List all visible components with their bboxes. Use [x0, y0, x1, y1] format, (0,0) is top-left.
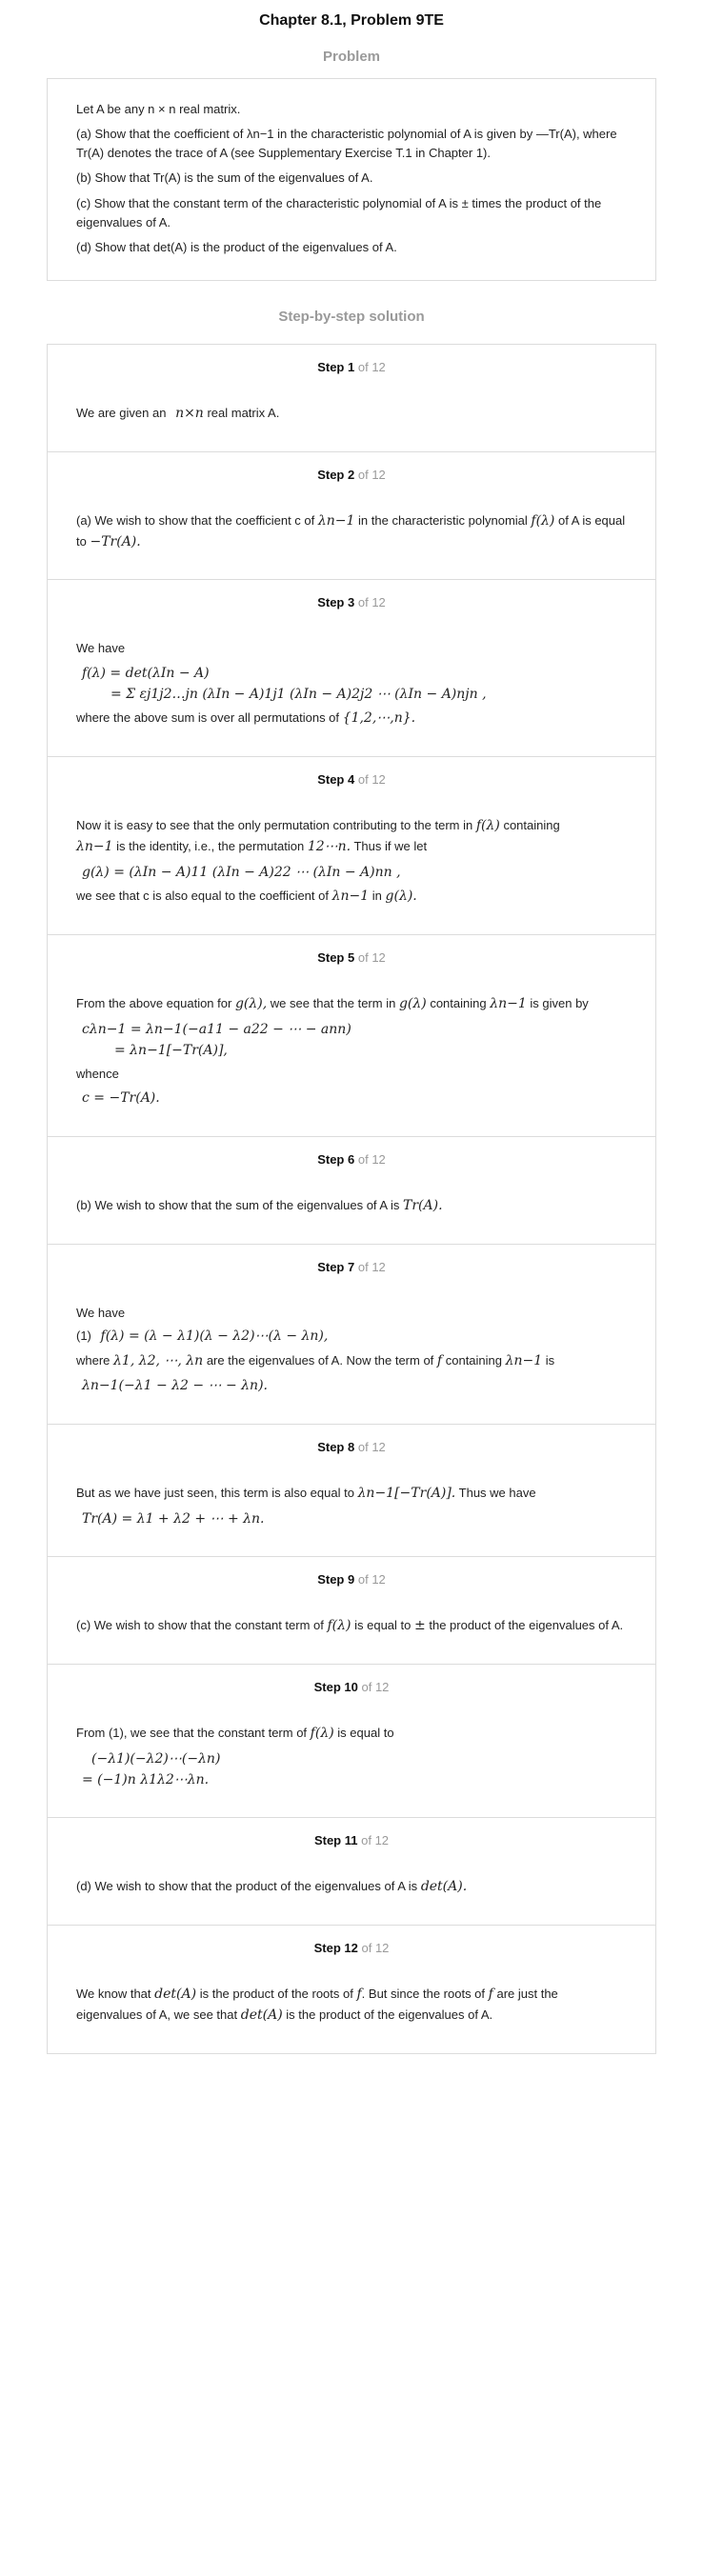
steps-list [47, 344, 656, 2054]
equation-line: = Σ εj1j2…jn (λIn − A)1j1 (λIn − A)2j2 ⋯ (λIn − A)njn , [110, 687, 487, 702]
step-body: But as we have just seen, this term is also equal to λn−1[−Tr(A)]. Thus we have Tr(A) = λ1 + λ2 + ⋯ + λn. [76, 1484, 627, 1529]
step-body: Now it is easy to see that the only permutation contributing to the term in f(λ) containing λn−1 is the identity, i.e., the permutation 12⋯n. Thus if we let g(λ) = (λIn − A)11 (λIn − A)22 ⋯ (λIn − A)nn , we see that c is also equal to the coefficient of λn−1 in g(λ). [76, 816, 627, 907]
step-body: (b) We wish to show that the sum of the eigenvalues of A is Tr(A). [76, 1197, 443, 1213]
step-5 [48, 934, 655, 1136]
step-6 [48, 1136, 655, 1244]
step-3 [48, 579, 655, 756]
step-header: Step 9 of 12 [317, 1571, 386, 1587]
equation-line: Tr(A) = λ1 + λ2 + ⋯ + λn. [82, 1510, 265, 1527]
step-count: of 12 [357, 359, 386, 374]
page-title: Chapter 8.1, Problem 9TE [259, 12, 444, 29]
step-body: (c) We wish to show that the constant term of f(λ) is equal to ± the product of the eigenvalues of A. [76, 1618, 624, 1634]
step-label: Step 1 [317, 359, 355, 374]
problem-box [47, 78, 656, 281]
problem-heading: Problem [322, 49, 380, 65]
step-body: (d) We wish to show that the product of the eigenvalues of A is det(A). [76, 1879, 468, 1895]
step-4 [48, 756, 655, 934]
problem-part-c: (c) Show that the constant term of the characteristic polynomial of A is ± times the product of the eigenvalues of A. [76, 195, 602, 230]
step-10 [48, 1664, 655, 1818]
step-9 [48, 1556, 655, 1664]
step-7 [48, 1244, 655, 1424]
equation-line: λn−1(−λ1 − λ2 − ⋯ − λn). [82, 1378, 268, 1394]
equation-block [82, 1508, 627, 1529]
equation-block [82, 862, 627, 883]
step-header: Step 7 of 12 [317, 1259, 386, 1274]
step-header: Step 12 of 12 [313, 1941, 390, 1956]
step-header: Step 8 of 12 [317, 1439, 386, 1454]
step-header: Step 3 of 12 [317, 595, 386, 610]
math-expression: {1,2,⋯,n}. [342, 710, 416, 727]
equation-line: cλn−1 = λn−1(−a11 − a22 − ⋯ − ann) [82, 1021, 352, 1037]
step-body: We know that det(A) is the product of the roots of f. But since the roots of f are just the eigenvalues of A, we see that det(A) is the product of the eigenvalues of A. [76, 1987, 558, 2023]
step-header: Step 4 of 12 [317, 772, 386, 788]
step-1 [48, 345, 655, 451]
math-expression: f(λ) [531, 512, 555, 529]
step-header [76, 358, 627, 377]
step-header: Step 11 of 12 [313, 1833, 390, 1848]
step-header: Step 6 of 12 [317, 1151, 386, 1167]
equation-block [82, 1748, 627, 1791]
problem-part-b: (b) Show that Tr(A) is the sum of the eigenvalues of A. [76, 170, 373, 186]
equation-line: = λn−1[−Tr(A)], [114, 1042, 228, 1058]
problem-part-d: (d) Show that det(A) is the product of the eigenvalues of A. [76, 239, 397, 254]
step-2 [48, 451, 655, 580]
math-expression: −Tr(A). [90, 533, 141, 549]
equation-line: g(λ) = (λIn − A)11 (λIn − A)22 ⋯ (λIn − A)nn , [82, 864, 401, 880]
solution-heading: Step-by-step solution [278, 308, 425, 325]
step-8 [48, 1424, 655, 1556]
problem-part-a: (a) Show that the coefficient of λn−1 in the characteristic polynomial of A is given by —Tr(A), where Tr(A) denotes the trace of A (see Supplementary Exercise T.1 in Chapter 1). [76, 127, 617, 161]
step-body: (a) We wish to show that the coefficient c of λn−1 in the characteristic polynomial f(λ) of A is equal to −Tr(A). [76, 512, 626, 549]
equation-block [82, 1088, 627, 1108]
equation-line: f(λ) = det(λIn − A) [82, 665, 210, 681]
equation-line: c = −Tr(A). [82, 1090, 160, 1107]
math-expression: λn−1 [317, 512, 355, 529]
step-header: Step 2 of 12 [317, 467, 386, 482]
step-body: We have f(λ) = det(λIn − A) = Σ εj1j2…jn (λIn − A)1j1 (λIn − A)2j2 ⋯ (λIn − A)njn , where the above sum is over all permutations of {1,2,⋯,n}. [76, 639, 627, 729]
step-header: Step 5 of 12 [317, 949, 386, 965]
problem-intro: Let A be any n × n real matrix. [76, 102, 241, 116]
step-body: From the above equation for g(λ), we see that the term in g(λ) containing λn−1 is given by cλn−1 = λn−1(−a11 − a22 − ⋯ − ann) = λn−1[−Tr(A)], whence c = −Tr(A). [76, 994, 627, 1109]
equation-line: = (−1)n λ1λ2⋯λn. [82, 1771, 210, 1787]
equation-line: (−λ1)(−λ2)⋯(−λn) [91, 1750, 221, 1767]
step-body: We have (1) f(λ) = (λ − λ1)(λ − λ2)⋯(λ − λn), where λ1, λ2, ⋯, λn are the eigenvalues of A. Now the term of f containing λn−1 is λn−1(−λ1 − λ2 − ⋯ − λn). [76, 1304, 627, 1397]
equation-block [82, 1019, 627, 1062]
equation-block [82, 1375, 627, 1396]
step-12 [48, 1925, 655, 2053]
equation-block [82, 663, 627, 706]
step-11 [48, 1817, 655, 1925]
math-expression: n×n [175, 406, 204, 422]
step-body: From (1), we see that the constant term of f(λ) is equal to (−λ1)(−λ2)⋯(−λn) = (−1)n λ1λ2⋯λn. [76, 1724, 627, 1790]
step-header: Step 10 of 12 [313, 1679, 390, 1694]
step-body: We are given an n×n real matrix A. [76, 406, 280, 422]
